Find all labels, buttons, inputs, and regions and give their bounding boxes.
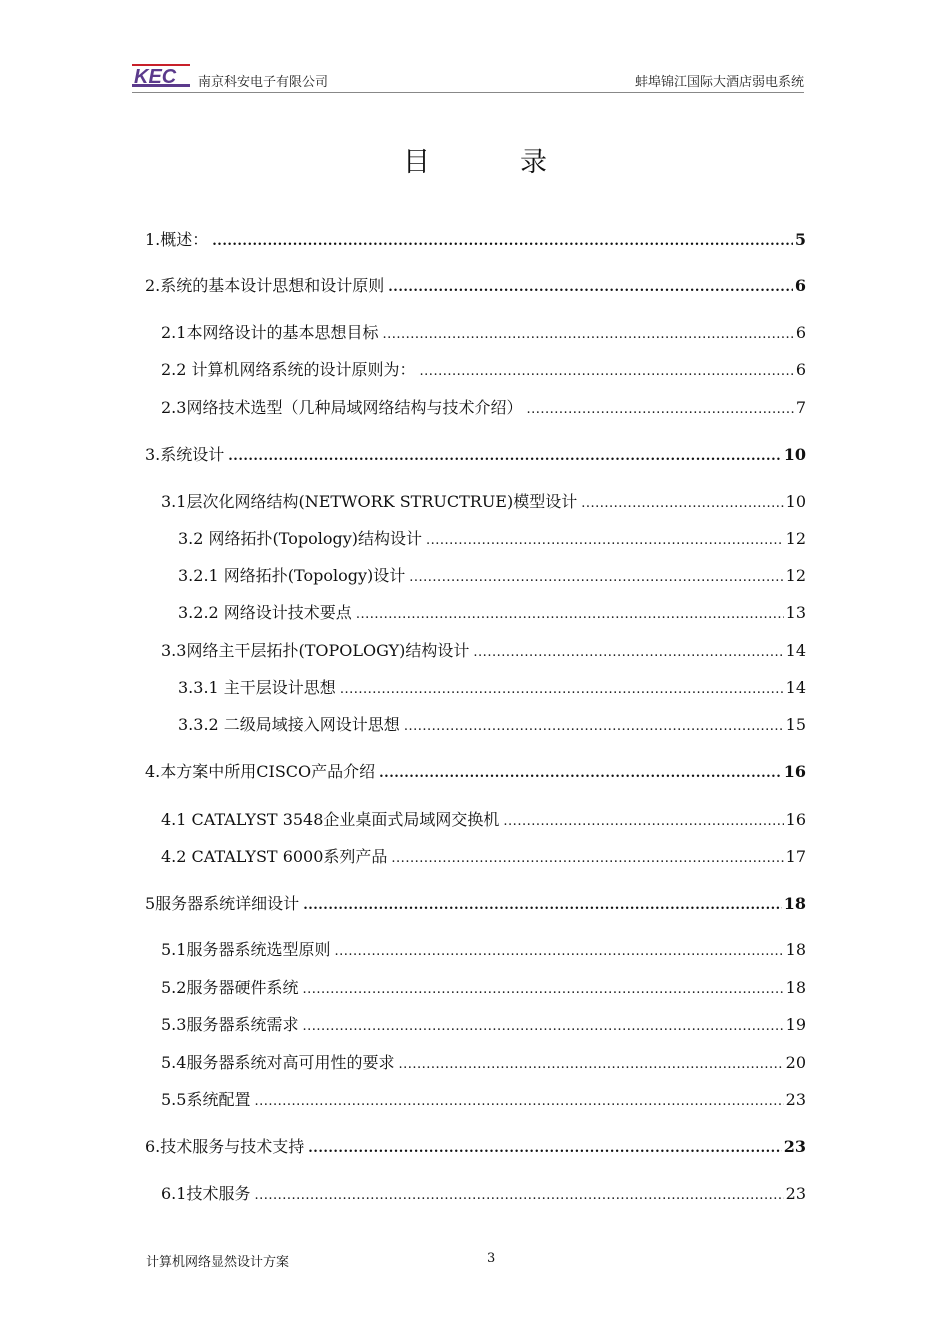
toc-entry-label: 5.5系统配置 xyxy=(161,1090,251,1109)
toc-entry[interactable] xyxy=(178,564,806,586)
toc-entry-label: 3.3.1 主干层设计思想 xyxy=(178,678,336,697)
toc-entry-page: 14 xyxy=(785,678,806,697)
toc-entry-page: 23 xyxy=(785,1184,806,1203)
toc-entry[interactable] xyxy=(161,1182,806,1204)
toc-entry-label: 5.2服务器硬件系统 xyxy=(161,978,299,997)
toc-dot-leader xyxy=(503,814,783,830)
toc-entry[interactable] xyxy=(178,676,806,698)
toc-entry[interactable] xyxy=(145,1135,806,1157)
toc-dot-leader xyxy=(379,766,782,782)
toc-dot-leader xyxy=(302,982,783,998)
toc-entry[interactable] xyxy=(145,760,806,782)
toc-entry[interactable] xyxy=(178,527,806,549)
toc-entry-label: 5服务器系统详细设计 xyxy=(145,894,300,913)
footer-doc-name: 计算机网络显然设计方案 xyxy=(146,1255,290,1270)
toc-entry[interactable] xyxy=(145,892,806,914)
toc-entry-label: 2.1本网络设计的基本思想目标 xyxy=(161,323,379,342)
toc-entry-label: 3.1层次化网络结构(NETWORK STRUCTRUE)模型设计 xyxy=(161,492,578,511)
toc-entry[interactable] xyxy=(161,808,806,830)
toc-entry[interactable] xyxy=(161,1013,806,1035)
toc-entry-page: 20 xyxy=(785,1053,806,1072)
toc-entry[interactable] xyxy=(145,443,806,465)
toc-entry-page: 12 xyxy=(785,529,806,548)
toc-entry[interactable] xyxy=(161,490,806,512)
toc-entry-label: 5.1服务器系统选型原则 xyxy=(161,940,331,959)
toc-entry[interactable] xyxy=(161,976,806,998)
toc-entry-label: 3.3网络主干层拓扑(TOPOLOGY)结构设计 xyxy=(161,641,470,660)
header-divider xyxy=(132,92,804,93)
toc-entry-page: 14 xyxy=(785,641,806,660)
toc-entry-label: 1.概述： xyxy=(145,230,209,249)
company-name: 南京科安电子有限公司 xyxy=(198,75,329,90)
toc-dot-leader xyxy=(340,682,784,698)
toc-entry-label: 5.4服务器系统对高可用性的要求 xyxy=(161,1053,395,1072)
toc-dot-leader xyxy=(212,234,793,250)
toc-entry-label: 4.本方案中所用CISCO产品介绍 xyxy=(145,762,376,781)
toc-entry[interactable] xyxy=(178,713,806,735)
toc-entry[interactable] xyxy=(161,639,806,661)
toc-entry[interactable] xyxy=(145,228,806,250)
toc-dot-leader xyxy=(302,1019,783,1035)
toc-entry-page: 16 xyxy=(785,810,806,829)
toc-entry[interactable] xyxy=(161,321,806,343)
toc-entry[interactable] xyxy=(161,1088,806,1110)
toc-entry-page: 17 xyxy=(785,847,806,866)
toc-entry-page: 18 xyxy=(785,940,806,959)
toc-dot-leader xyxy=(426,533,784,549)
toc-entry-label: 3.2.2 网络设计技术要点 xyxy=(178,603,352,622)
toc-dot-leader xyxy=(308,1141,781,1157)
toc-entry[interactable] xyxy=(161,358,806,380)
logo-text: KEC xyxy=(134,66,177,88)
toc-entry-label: 6.1技术服务 xyxy=(161,1184,251,1203)
toc-entry-page: 19 xyxy=(785,1015,806,1034)
toc-entry[interactable] xyxy=(161,845,806,867)
toc-entry-label: 3.2.1 网络拓扑(Topology)设计 xyxy=(178,566,406,585)
toc-entry-label: 2.2 计算机网络系统的设计原则为： xyxy=(161,360,416,379)
toc-entry-page: 16 xyxy=(783,762,806,781)
toc-entry-label: 4.1 CATALYST 3548企业桌面式局域网交换机 xyxy=(161,810,500,829)
toc-entry-page: 7 xyxy=(795,398,806,417)
toc-entry-label: 3.3.2 二级局域接入网设计思想 xyxy=(178,715,400,734)
toc-entry-label: 2.3网络技术选型（几种局域网络结构与技术介绍） xyxy=(161,398,523,417)
footer-page-number: 3 xyxy=(487,1251,496,1266)
toc-entry-page: 5 xyxy=(794,230,806,249)
toc-dot-leader xyxy=(334,944,783,960)
toc-entry-page: 18 xyxy=(785,978,806,997)
toc-entry[interactable] xyxy=(161,938,806,960)
toc-entry-page: 6 xyxy=(795,323,806,342)
toc-dot-leader xyxy=(356,607,784,623)
toc-entry-label: 4.2 CATALYST 6000系列产品 xyxy=(161,847,388,866)
toc-entry-label: 3.2 网络拓扑(Topology)结构设计 xyxy=(178,529,422,548)
toc-dot-leader xyxy=(303,898,782,914)
toc-entry-page: 6 xyxy=(795,360,806,379)
toc-entry-page: 10 xyxy=(783,445,806,464)
toc-dot-leader xyxy=(398,1057,783,1073)
toc-entry-label: 3.系统设计 xyxy=(145,445,225,464)
toc-entry-page: 23 xyxy=(785,1090,806,1109)
toc-dot-leader xyxy=(388,280,793,296)
toc-dot-leader xyxy=(254,1188,783,1204)
toc-entry-page: 10 xyxy=(785,492,806,511)
toc-dot-leader xyxy=(409,570,783,586)
toc-entry[interactable] xyxy=(161,1051,806,1073)
toc-dot-leader xyxy=(382,327,793,343)
toc-entry-page: 15 xyxy=(785,715,806,734)
toc-dot-leader xyxy=(254,1094,783,1110)
toc-dot-leader xyxy=(228,449,781,465)
page-header xyxy=(132,64,804,90)
toc-dot-leader xyxy=(391,851,783,867)
toc-entry[interactable] xyxy=(178,601,806,623)
toc-entry-label: 6.技术服务与技术支持 xyxy=(145,1137,305,1156)
toc-entry-label: 5.3服务器系统需求 xyxy=(161,1015,299,1034)
toc-dot-leader xyxy=(581,496,783,512)
toc-dot-leader xyxy=(526,402,793,418)
toc-entry-page: 23 xyxy=(783,1137,806,1156)
toc-entry-label: 2.系统的基本设计思想和设计原则 xyxy=(145,276,385,295)
toc-entry[interactable] xyxy=(145,274,806,296)
toc-entry-page: 13 xyxy=(785,603,806,622)
toc-entry-page: 6 xyxy=(794,276,806,295)
project-name: 蚌埠锦江国际大酒店弱电系统 xyxy=(634,75,804,90)
kec-logo xyxy=(132,64,190,88)
page-title: 目录 xyxy=(403,147,637,178)
toc-dot-leader xyxy=(420,364,794,380)
toc-entry-page: 12 xyxy=(785,566,806,585)
toc-dot-leader xyxy=(404,719,784,735)
toc-entry-page: 18 xyxy=(783,894,806,913)
toc-dot-leader xyxy=(473,645,783,661)
toc-entry[interactable] xyxy=(161,396,806,418)
